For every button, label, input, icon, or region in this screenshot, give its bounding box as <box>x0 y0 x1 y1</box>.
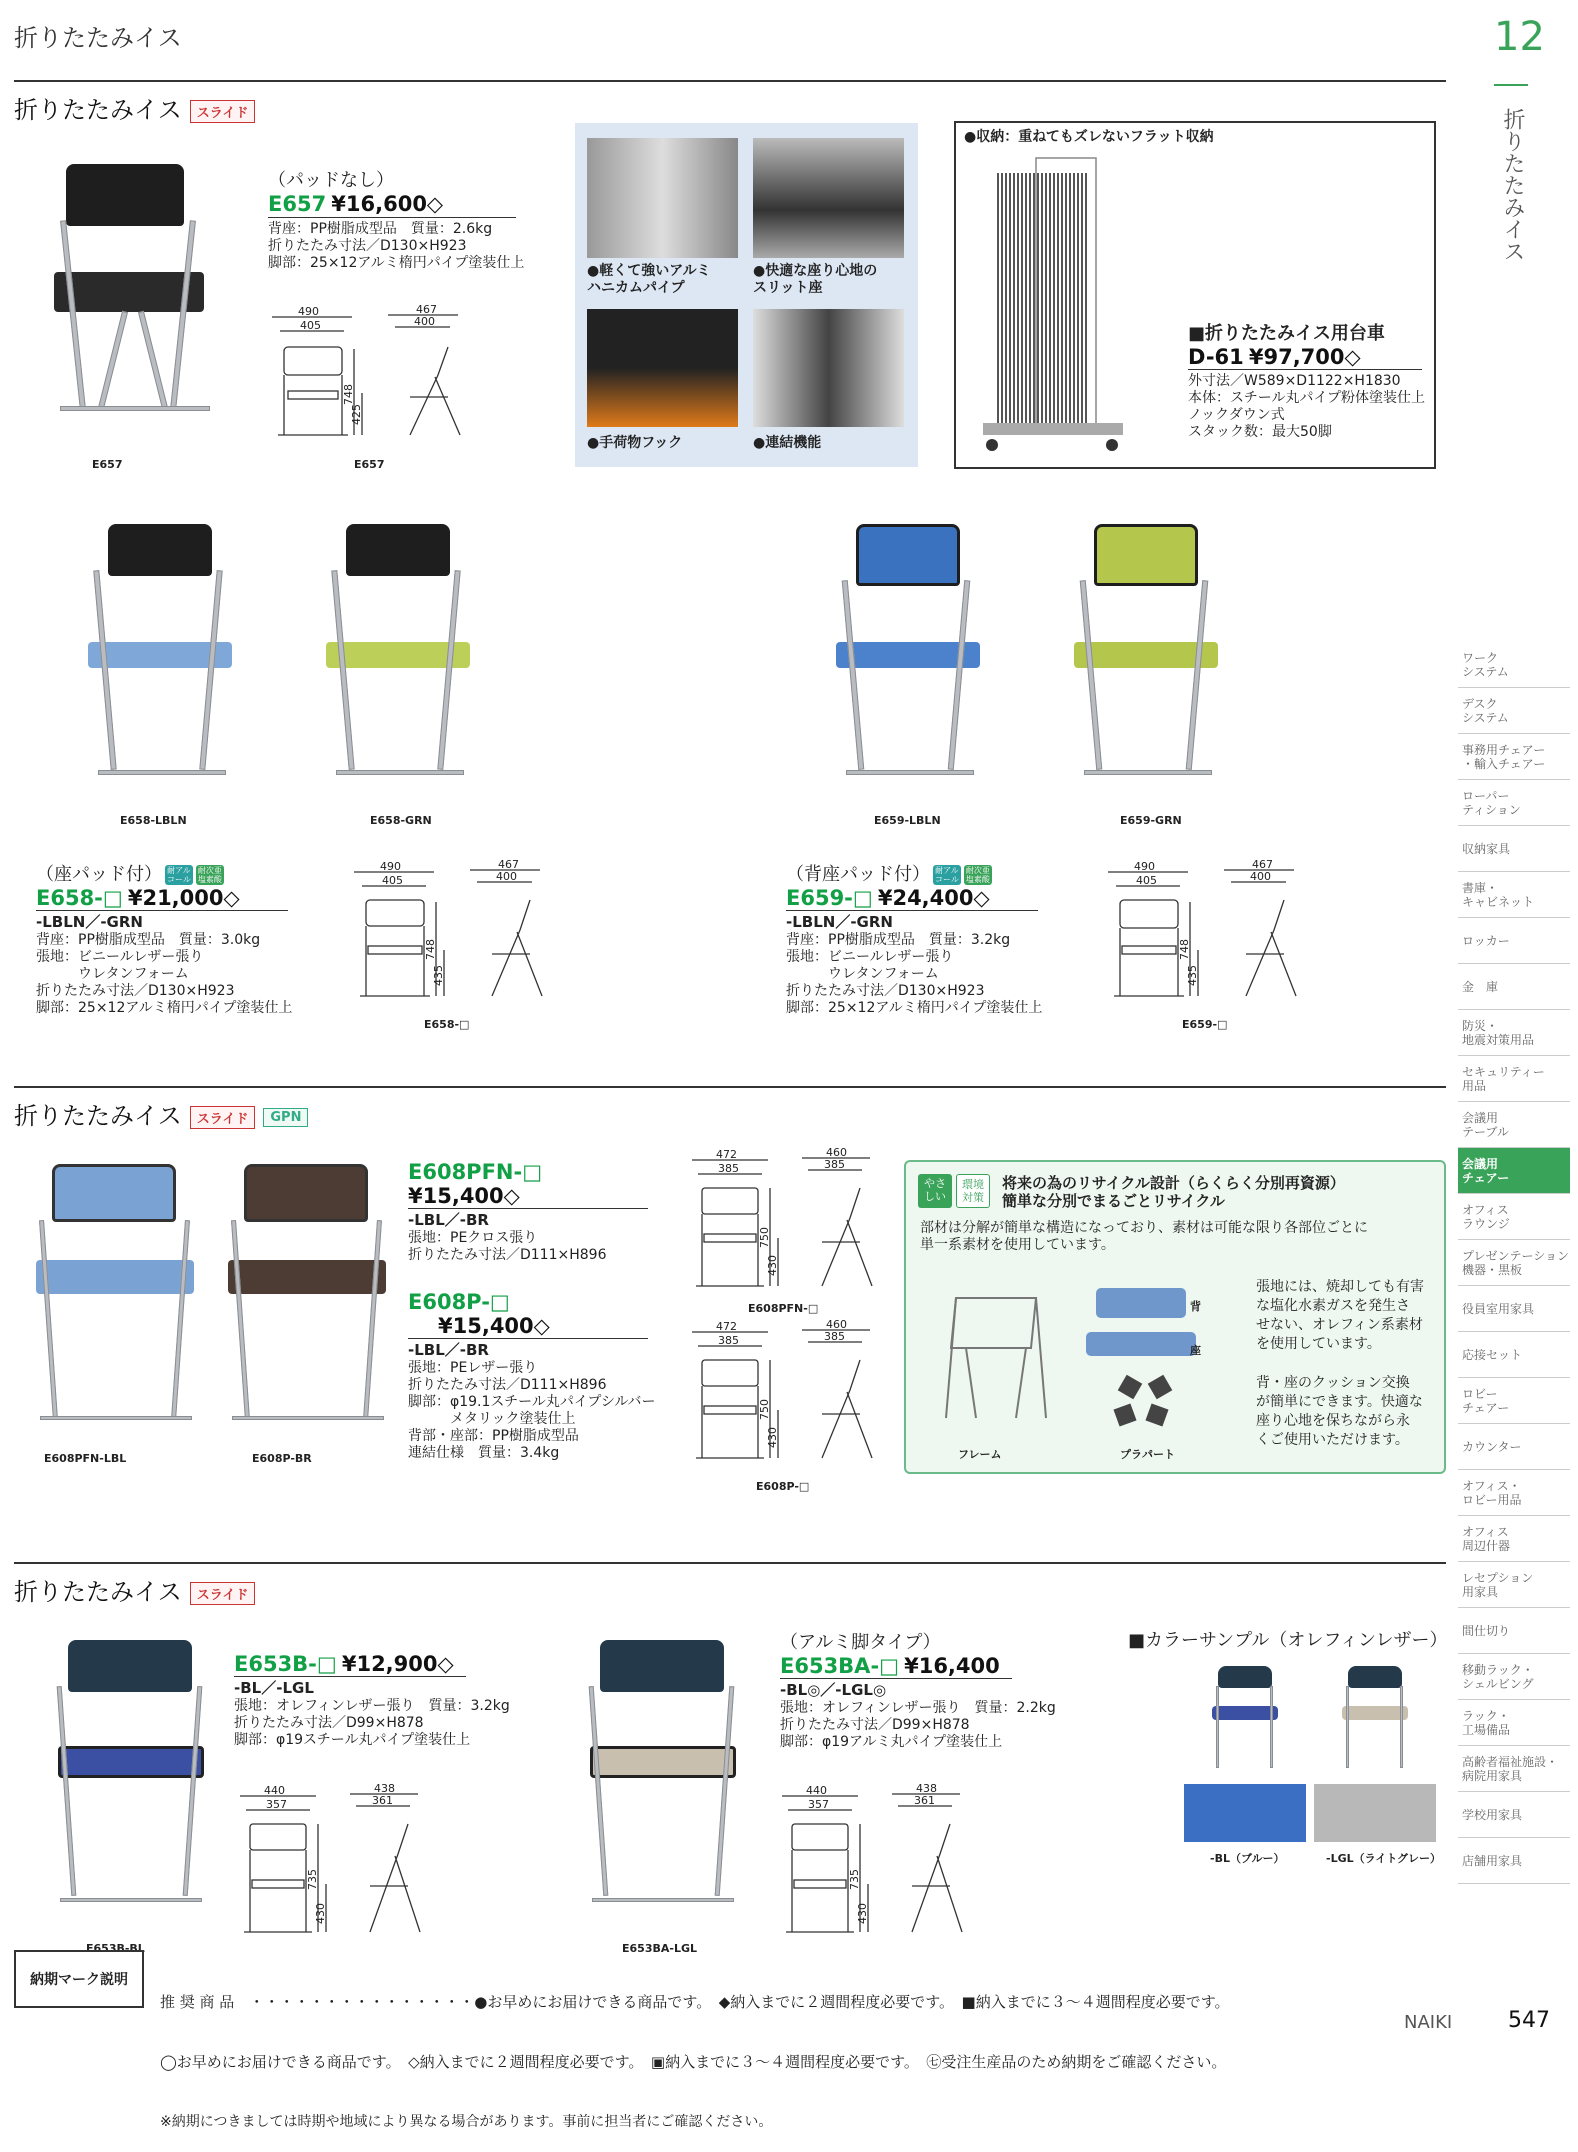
photo-label-e659-grn: E659-GRN <box>1120 814 1182 827</box>
sidebar-item-desk-system[interactable]: デスク システム <box>1458 688 1570 734</box>
sidebar-item-reception-set[interactable]: 応接セット <box>1458 1332 1570 1378</box>
section3-title <box>14 1572 255 1607</box>
e659-colors: -LBLN／-GRN <box>786 913 893 931</box>
chair-photo-e653b-bl <box>50 1636 210 1916</box>
dim-e657-w1: 490 <box>298 305 319 318</box>
chair-photo-e608pfn-lbl <box>30 1160 200 1430</box>
dim-e608pfn-d1: 460 <box>826 1146 847 1159</box>
delivery-legend-row2: ◯お早めにお届けできる商品です。 ◇納入までに２週間程度必要です。 ▣納入までに３～４週間程度必要です。 ㊆受注生産品のため納期をご確認ください。 <box>160 2053 1227 2071</box>
dim-e653ba-h2: 430 <box>856 1903 869 1924</box>
e657-code: E657 <box>268 192 327 216</box>
dim-e657-w2: 405 <box>300 319 321 332</box>
e608p-spec: 張地：PEレザー張り 折りたたみ寸法／D111×H896 脚部：φ19.1スチール丸パイプシルバー メタリック塗装仕上 背部・座部：PP樹脂成型品 連結仕様 質量：3.4kg <box>408 1360 656 1461</box>
photo-label-e659-lbln: E659-LBLN <box>874 814 941 827</box>
storage-price: ¥97,700◇ <box>1248 345 1361 369</box>
dimension-drawing-e608p <box>690 1320 890 1470</box>
gpn-tag: GPN <box>263 1108 308 1127</box>
recycle-heading: 将来の為のリサイクル設計（らくらく分別再資源） 簡単な分別でまるごとリサイクル <box>1002 1174 1345 1210</box>
dimension-drawing-e608pfn <box>690 1148 890 1298</box>
delivery-legend-label-box <box>14 1950 144 2008</box>
section1-title-text: 折りたたみイス <box>14 96 182 124</box>
sidebar-item-school[interactable]: 学校用家具 <box>1458 1792 1570 1838</box>
drawing-label-e608pfn: E608PFN-□ <box>748 1302 819 1315</box>
dim-e657-h2: 425 <box>350 404 363 425</box>
dim-e658-d1: 467 <box>498 858 519 871</box>
dim-e608pfn-w1: 472 <box>716 1148 737 1161</box>
dim-e658-h1: 748 <box>424 939 437 960</box>
section2-title-text: 折りたたみイス <box>14 1102 182 1130</box>
features-panel <box>575 123 918 467</box>
storage-code: D-61 <box>1188 345 1244 369</box>
e658-price: ¥21,000◇ <box>127 886 240 910</box>
sidebar-item-executive[interactable]: 役員室用家具 <box>1458 1286 1570 1332</box>
sidebar-item-disaster[interactable]: 防災・ 地震対策用品 <box>1458 1010 1570 1056</box>
product-e608pfn <box>408 1160 648 1264</box>
dim-e659-h1: 748 <box>1178 939 1191 960</box>
dim-e608pfn-h2: 430 <box>766 1255 779 1276</box>
swatch-light-grey <box>1314 1784 1436 1842</box>
dim-e657-d2: 400 <box>414 315 435 328</box>
e653ba-variant: （アルミ脚タイプ） <box>780 1632 941 1653</box>
label-seat: 座 <box>1190 1344 1201 1357</box>
sidebar-item-meeting-chair[interactable]: 会議用 チェアー <box>1458 1148 1570 1194</box>
sidebar-item-welfare[interactable]: 高齢者福祉施設・ 病院用家具 <box>1458 1746 1570 1792</box>
environment-badge: 環境 対策 <box>956 1174 990 1208</box>
photo-label-e658-lbln: E658-LBLN <box>120 814 187 827</box>
dim-e659-d1: 467 <box>1252 858 1273 871</box>
e657-spec: 背座：PP樹脂成型品 質量：2.6kg 折りたたみ寸法／D130×H923 脚部：25×12アルミ楕円パイプ塗装仕上 <box>268 221 525 271</box>
sidebar-item-office-fixtures[interactable]: オフィス 周辺什器 <box>1458 1516 1570 1562</box>
sidebar-item-reception-furniture[interactable]: レセプション 用家具 <box>1458 1562 1570 1608</box>
dim-e608pfn-h1: 750 <box>758 1227 771 1248</box>
dim-e659-h2: 435 <box>1186 965 1199 986</box>
dim-e659-w2: 405 <box>1136 874 1157 887</box>
e659-spec: 背座：PP樹脂成型品 質量：3.2kg 張地：ビニールレザー張り ウレタンフォーム 折りたたみ寸法／D130×H923 脚部：25×12アルミ楕円パイプ塗装仕上 <box>786 932 1043 1016</box>
e653ba-colors: -BL◎／-LGL◎ <box>780 1681 887 1699</box>
dimension-drawing-e658 <box>352 860 562 1010</box>
drawing-label-e659: E659-□ <box>1182 1018 1228 1031</box>
dim-e653ba-h1: 735 <box>848 1869 861 1890</box>
dim-e653ba-w2: 357 <box>808 1798 829 1811</box>
storage-product <box>1188 319 1425 441</box>
dim-e653b-h2: 430 <box>314 1903 327 1924</box>
photo-label-e608p-br: E608P-BR <box>252 1452 312 1465</box>
sidebar-item-safe[interactable]: 金 庫 <box>1458 964 1570 1010</box>
slide-tag: スライド <box>190 100 256 123</box>
e658-colors: -LBLN／-GRN <box>36 913 143 931</box>
e608p-colors: -LBL／-BR <box>408 1341 489 1359</box>
dim-e653b-d1: 438 <box>374 1782 395 1795</box>
delivery-legend <box>160 1952 1230 2152</box>
back-pad <box>1096 1288 1186 1318</box>
storage-heading: ●収納：重ねてもズレないフラット収納 <box>964 129 1214 145</box>
sidebar-item-rack[interactable]: ラック・ 工場備品 <box>1458 1700 1570 1746</box>
dim-e608p-h2: 430 <box>766 1427 779 1448</box>
feature-photo-link <box>753 309 904 427</box>
sidebar-item-work-system[interactable]: ワーク システム <box>1458 642 1570 688</box>
dim-e657-h1: 748 <box>342 384 355 405</box>
delivery-legend-label: 納期マーク説明 <box>30 1972 128 1988</box>
chair-photo-e608p-br <box>222 1160 392 1430</box>
slide-tag: スライド <box>190 1106 256 1129</box>
sidebar-item-locker[interactable]: ロッカー <box>1458 918 1570 964</box>
chapter-accent-line <box>1494 84 1528 86</box>
chapter-title: 折りたたみイス <box>1500 108 1525 262</box>
product-e608p <box>408 1290 656 1462</box>
sidebar-item-lounge[interactable]: オフィス ラウンジ <box>1458 1194 1570 1240</box>
drawing-label-e608p: E608P-□ <box>756 1480 810 1493</box>
product-e658 <box>36 860 292 1017</box>
photo-label-e657: E657 <box>92 458 123 471</box>
e608pfn-colors: -LBL／-BR <box>408 1211 489 1229</box>
feature-photo-slit-seat <box>753 138 904 258</box>
photo-label-e608pfn-lbl: E608PFN-LBL <box>44 1452 127 1465</box>
feature-label-hook: ●手荷物フック <box>587 435 683 451</box>
feature-photo-honeycomb <box>587 138 738 258</box>
sample-chair-blue <box>1210 1664 1280 1774</box>
sidebar-item-partition[interactable]: 間仕切り <box>1458 1608 1570 1654</box>
dimension-drawing-e653ba <box>780 1784 980 1944</box>
storage-cart-illustration <box>978 153 1128 453</box>
chair-photo-e657 <box>40 160 220 430</box>
hypochlorite-resistant-badge: 耐次亜 塩素酸 <box>197 866 222 884</box>
sidebar-item-meeting-table[interactable]: 会議用 テーブル <box>1458 1102 1570 1148</box>
e608pfn-price: ¥15,400◇ <box>408 1184 520 1208</box>
dim-e653ba-d1: 438 <box>916 1782 937 1795</box>
feature-label-link: ●連結機能 <box>753 435 822 451</box>
brand-name: NAIKI <box>1404 2012 1453 2033</box>
chapter-number: 12 <box>1494 14 1545 60</box>
recycle-panel <box>904 1160 1446 1474</box>
dim-e608p-d1: 460 <box>826 1318 847 1331</box>
sidebar-item-mobile-rack[interactable]: 移動ラック・ シェルビング <box>1458 1654 1570 1700</box>
dim-e659-d2: 400 <box>1250 870 1271 883</box>
dimension-drawing-e657 <box>270 305 480 470</box>
dim-e608pfn-w2: 385 <box>718 1162 739 1175</box>
dim-e659-w1: 490 <box>1134 860 1155 873</box>
dim-e658-h2: 435 <box>432 965 445 986</box>
recycle-text-material: 張地には、焼却しても有害 な塩化水素ガスを発生さ せない、オレフィン系素材 を使用しています。 <box>1256 1279 1424 1352</box>
e658-code: E658-□ <box>36 886 123 910</box>
photo-label-e658-grn: E658-GRN <box>370 814 432 827</box>
dim-e653ba-d2: 361 <box>914 1794 935 1807</box>
label-frame: フレーム <box>958 1448 1002 1461</box>
photo-label-e653b-bl: E653B-BL <box>86 1942 145 1955</box>
section2-rule <box>14 1086 1446 1088</box>
dimension-drawing-e659 <box>1106 860 1316 1010</box>
section3-rule <box>14 1562 1446 1564</box>
sidebar-item-presentation[interactable]: プレゼンテーション 機器・黒板 <box>1458 1240 1570 1286</box>
photo-label-e653ba-lgl: E653BA-LGL <box>622 1942 697 1955</box>
label-back: 背 <box>1190 1300 1201 1313</box>
delivery-legend-row1: 推 奨 商 品 ・・・・・・・・・・・・・・・●お早めにお届けできる商品です。 ◆納入までに２週間程度必要です。 ■納入までに３～４週間程度必要です。 <box>160 1993 1230 2011</box>
e653b-colors: -BL／-LGL <box>234 1679 314 1697</box>
e659-code: E659-□ <box>786 886 873 910</box>
swatch-label-blue: -BL（ブルー） <box>1210 1852 1285 1865</box>
header-rule <box>14 80 1446 82</box>
chair-photo-e659-lbln <box>828 520 988 790</box>
sidebar-item-lobby-chair[interactable]: ロビー チェアー <box>1458 1378 1570 1424</box>
dim-e658-w2: 405 <box>382 874 403 887</box>
e657-price: ¥16,600◇ <box>331 192 444 216</box>
dim-e658-w1: 490 <box>380 860 401 873</box>
e653b-price: ¥12,900◇ <box>341 1652 454 1676</box>
alcohol-resistant-badge: 耐アル コール <box>935 866 959 884</box>
dim-e608p-w2: 385 <box>718 1334 739 1347</box>
sidebar-item-cabinet[interactable]: 書庫・ キャビネット <box>1458 872 1570 918</box>
chair-photo-e653ba-lgl <box>582 1636 742 1916</box>
sidebar-item-office-chair[interactable]: 事務用チェアー ・輸入チェアー <box>1458 734 1570 780</box>
drawing-label-e657: E657 <box>354 458 385 471</box>
delivery-legend-note: ※納期につきましては時期や地域により異なる場合があります。事前に担当者にご確認ください。 <box>160 2114 773 2130</box>
product-e653ba <box>780 1628 1056 1751</box>
e608p-code: E608P-□ <box>408 1290 510 1314</box>
product-e657 <box>268 166 524 272</box>
dim-e608p-w1: 472 <box>716 1320 737 1333</box>
e608p-price: ¥15,400◇ <box>438 1314 550 1338</box>
chair-photo-e658-lbln <box>80 520 240 790</box>
e658-spec: 背座：PP樹脂成型品 質量：3.0kg 張地：ビニールレザー張り ウレタンフォーム 折りたたみ寸法／D130×H923 脚部：25×12アルミ楕円パイプ塗装仕上 <box>36 932 293 1016</box>
e653ba-spec: 張地：オレフィンレザー張り 質量：2.2kg 折りたたみ寸法／D99×H878 脚部：φ19アルミ丸パイプ塗装仕上 <box>780 1700 1056 1750</box>
e653ba-code: E653BA-□ <box>780 1654 899 1678</box>
dim-e653b-w2: 357 <box>266 1798 287 1811</box>
seat-pad <box>1086 1332 1196 1356</box>
section1-title <box>14 90 255 125</box>
eco-badge: やさ しい <box>918 1174 952 1208</box>
e658-variant: （座パッド付） <box>36 864 162 885</box>
dim-e653b-h1: 735 <box>306 1869 319 1890</box>
hypochlorite-resistant-badge: 耐次亜 塩素酸 <box>965 866 990 884</box>
page-number: 547 <box>1508 2008 1550 2033</box>
e659-price: ¥24,400◇ <box>877 886 990 910</box>
storage-spec: 外寸法／W589×D1122×H1830 本体：スチール丸パイプ粉体塗装仕上 ノックダウン式 スタック数：最大50脚 <box>1188 373 1426 440</box>
section2-title <box>14 1096 308 1131</box>
recycle-text-cushion: 背・座のクッション交換 が簡単にできます。快適な 座り心地を保ちながら永 くご使用いただけます。 <box>1256 1375 1423 1448</box>
page-title: 折りたたみイス <box>14 24 182 52</box>
color-sample-title: ■カラーサンプル（オレフィンレザー） <box>1128 1630 1448 1651</box>
dim-e658-d2: 400 <box>496 870 517 883</box>
swatch-label-light-grey: -LGL（ライトグレー） <box>1326 1852 1442 1865</box>
storage-title: ■折りたたみイス用台車 <box>1188 323 1385 344</box>
chair-photo-e659-grn <box>1066 520 1226 790</box>
chair-photo-e658-grn <box>318 520 478 790</box>
dim-e653ba-w1: 440 <box>806 1784 827 1797</box>
storage-panel <box>954 121 1436 469</box>
e608pfn-spec: 張地：PEクロス張り 折りたたみ寸法／D111×H896 <box>408 1230 607 1263</box>
e653b-spec: 張地：オレフィンレザー張り 質量：3.2kg 折りたたみ寸法／D99×H878 脚部：φ19スチール丸パイプ塗装仕上 <box>234 1698 510 1748</box>
dim-e608p-d2: 385 <box>824 1330 845 1343</box>
drawing-label-e658: E658-□ <box>424 1018 470 1031</box>
feature-photo-hook <box>587 309 738 427</box>
sidebar-item-storage[interactable]: 収納家具 <box>1458 826 1570 872</box>
alcohol-resistant-badge: 耐アル コール <box>167 866 191 884</box>
sidebar-nav <box>1458 642 1570 1884</box>
dimension-drawing-e653b <box>238 1784 438 1944</box>
feature-label-slit-seat: ●快適な座り心地の スリット座 <box>753 263 878 296</box>
dim-e653b-w1: 440 <box>264 1784 285 1797</box>
sidebar-item-counter[interactable]: カウンター <box>1458 1424 1570 1470</box>
label-plastic-parts: プラパート <box>1120 1448 1175 1461</box>
feature-label-honeycomb: ●軽くて強いアルミ ハニカムパイプ <box>587 263 711 296</box>
e659-variant: （背座パッド付） <box>786 864 930 885</box>
section3-title-text: 折りたたみイス <box>14 1578 182 1606</box>
swatch-blue <box>1184 1784 1306 1842</box>
product-e653b <box>234 1652 510 1749</box>
sidebar-item-low-partition[interactable]: ローパー ティション <box>1458 780 1570 826</box>
e653ba-price: ¥16,400 <box>904 1654 1000 1678</box>
dim-e657-d1: 467 <box>416 303 437 316</box>
sidebar-item-security[interactable]: セキュリティー 用品 <box>1458 1056 1570 1102</box>
sidebar-item-store[interactable]: 店舗用家具 <box>1458 1838 1570 1884</box>
dim-e653b-d2: 361 <box>372 1794 393 1807</box>
sample-chair-grey <box>1340 1664 1410 1774</box>
dim-e608p-h1: 750 <box>758 1399 771 1420</box>
e657-variant: （パッドなし） <box>268 170 394 191</box>
product-e659 <box>786 860 1042 1017</box>
e653b-code: E653B-□ <box>234 1652 337 1676</box>
slide-tag: スライド <box>190 1582 256 1605</box>
e608pfn-code: E608PFN-□ <box>408 1160 543 1184</box>
dim-e608pfn-d2: 385 <box>824 1158 845 1171</box>
recycle-intro: 部材は分解が簡単な構造になっており、素材は可能な限り各部位ごとに 単一系素材を使用しています。 <box>920 1220 1368 1253</box>
sidebar-item-lobby-goods[interactable]: オフィス・ ロビー用品 <box>1458 1470 1570 1516</box>
